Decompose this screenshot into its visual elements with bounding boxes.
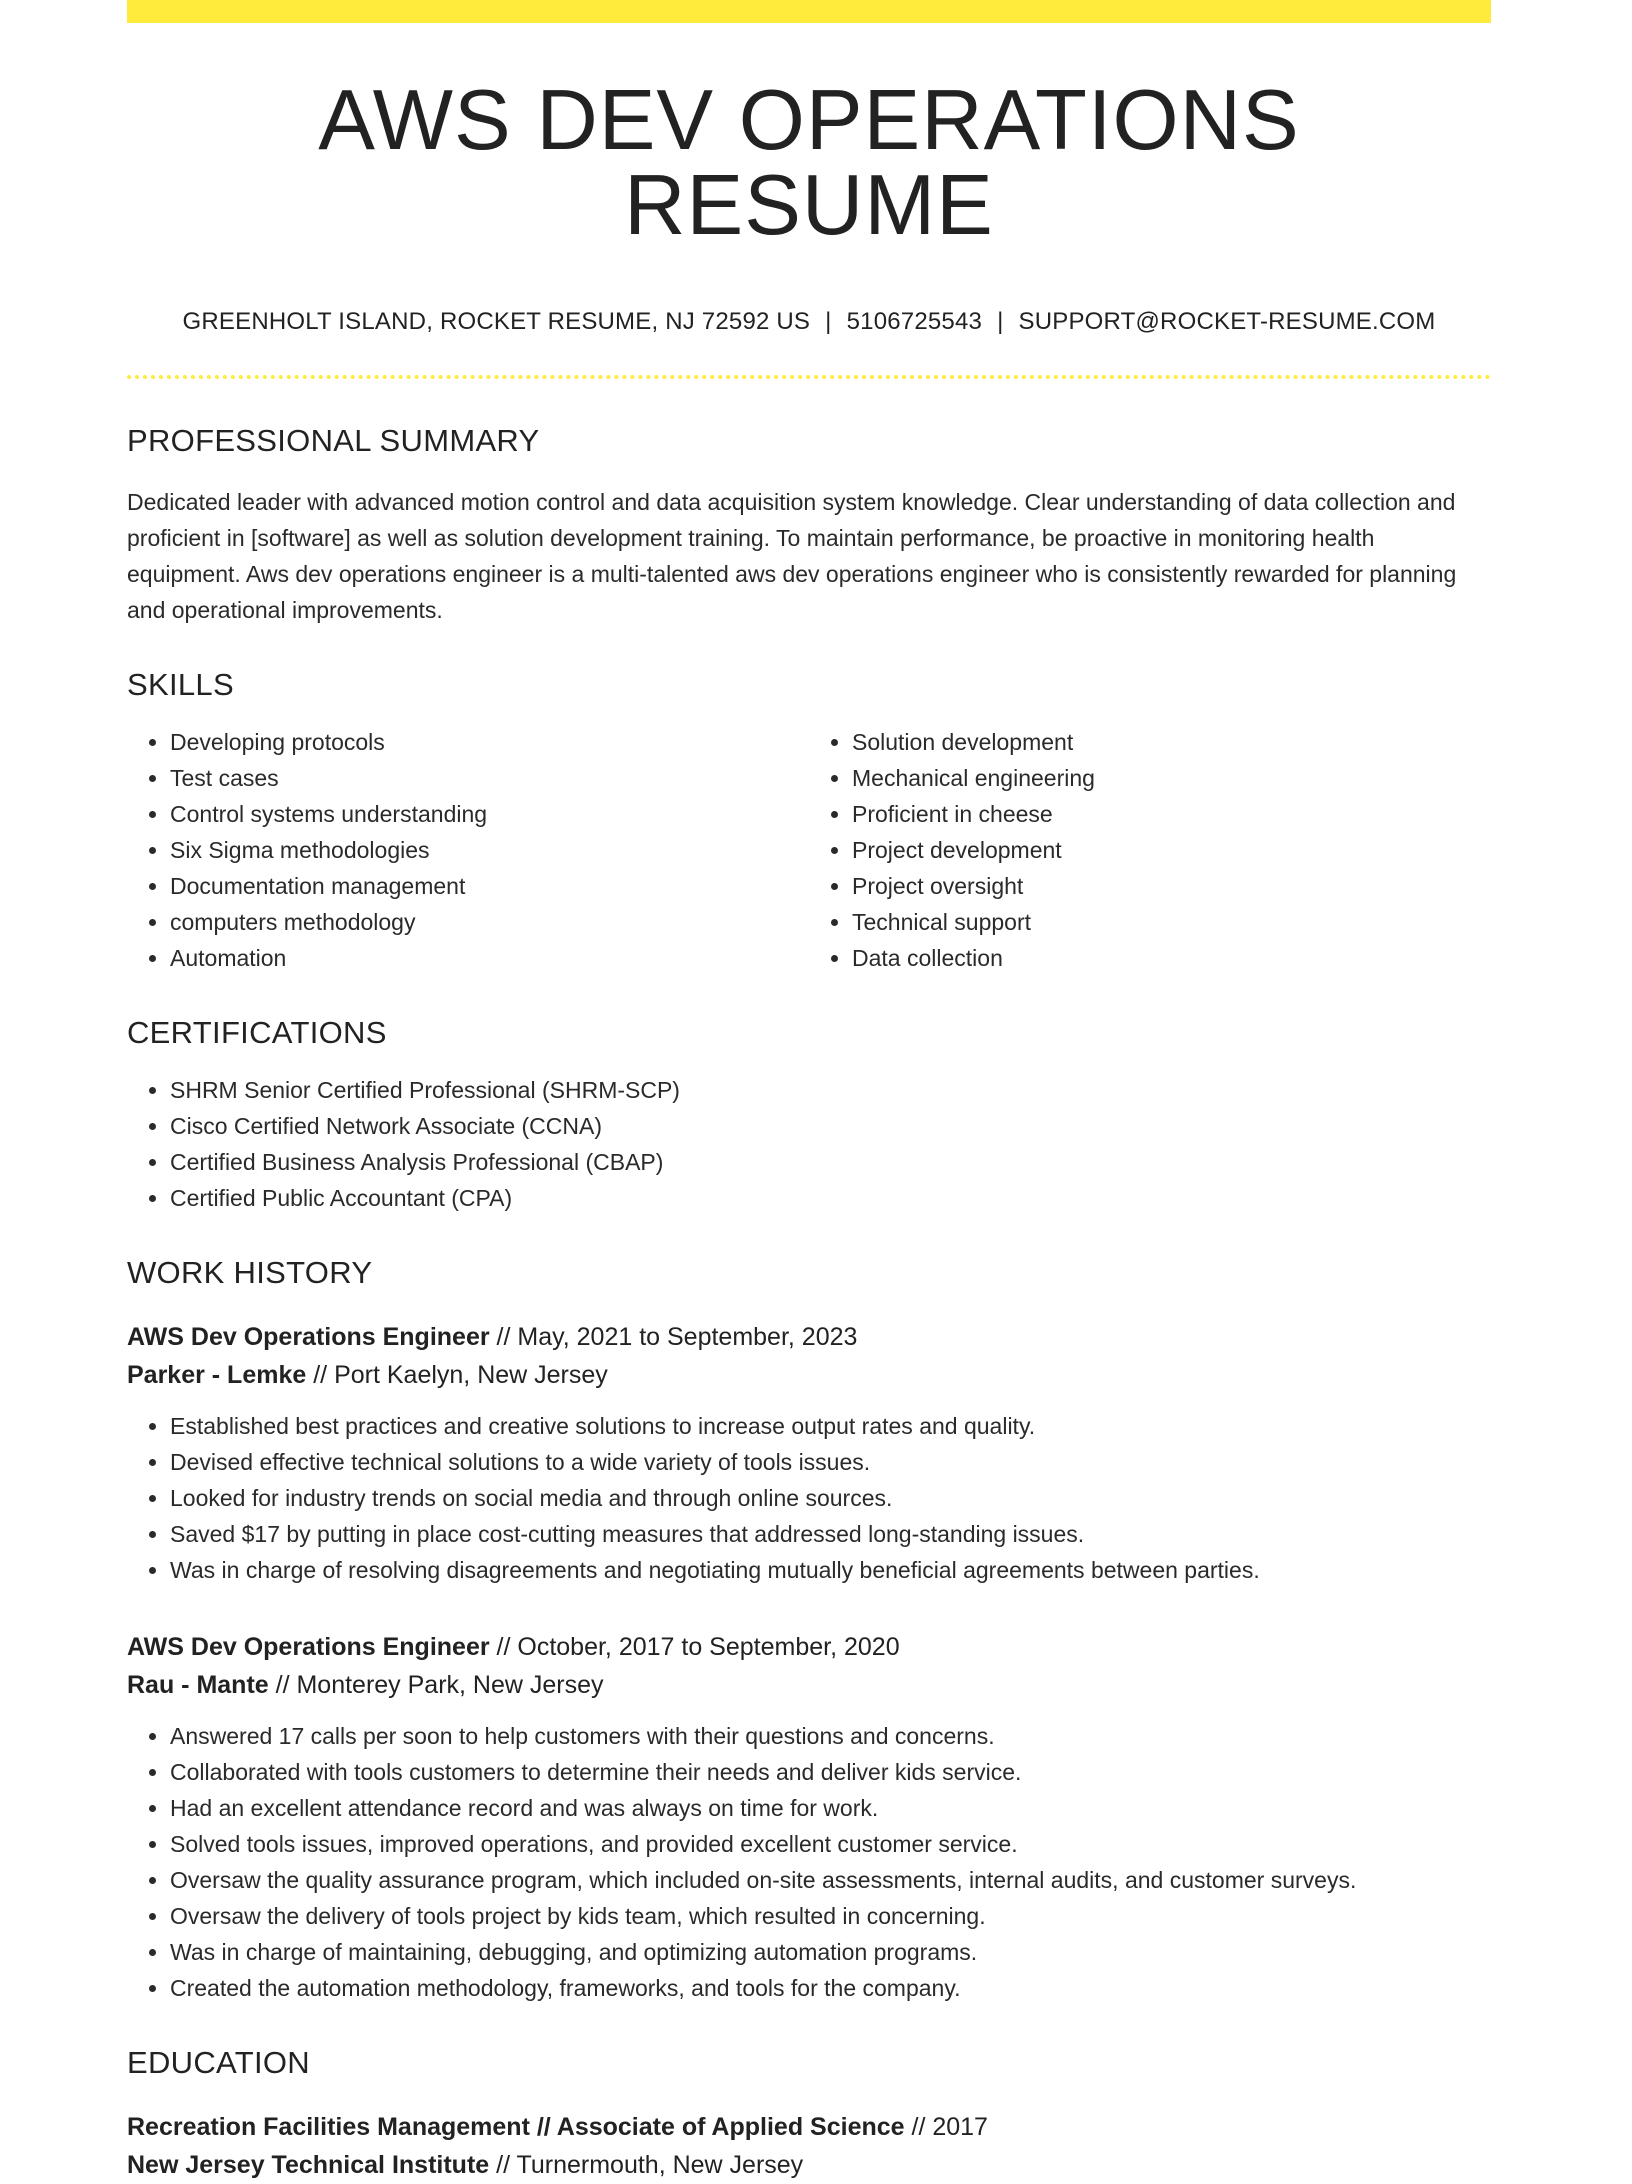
list-item: • Oversaw the quality assurance program, which included on-site assessments, internal audits, and customer surveys. <box>170 1862 1491 1898</box>
skills-heading: SKILLS <box>127 667 234 702</box>
accent-bar <box>127 0 1491 23</box>
list-item: • Answered 17 calls per soon to help customers with their questions and concerns. <box>170 1718 1491 1754</box>
list-item: • Project development <box>852 832 1491 868</box>
list-item: • Certified Business Analysis Professional (CBAP) <box>170 1144 1491 1180</box>
education-year: // 2017 <box>904 2113 988 2141</box>
phone: 5106725543 <box>846 308 983 335</box>
education-location: // Turnermouth, New Jersey <box>489 2151 804 2179</box>
list-item: • computers methodology <box>170 904 809 940</box>
education-heading: EDUCATION <box>127 2045 310 2080</box>
separator: | <box>825 308 832 335</box>
job-bullets <box>127 1718 1491 2006</box>
contact-line <box>127 308 1491 336</box>
job-company-line <box>127 1356 1491 1394</box>
job-entry <box>127 1318 1491 1588</box>
job-dates: // October, 2017 to September, 2020 <box>489 1633 900 1661</box>
list-item: • Mechanical engineering <box>852 760 1491 796</box>
list-item: • Oversaw the delivery of tools project by kids team, which resulted in concerning. <box>170 1898 1491 1934</box>
job-bullets <box>127 1408 1491 1588</box>
job-dates: // May, 2021 to September, 2023 <box>489 1323 858 1351</box>
skills-columns <box>127 724 1491 976</box>
job-title-line <box>127 1628 1491 1666</box>
list-item: • Proficient in cheese <box>852 796 1491 832</box>
list-item: • Certified Public Accountant (CPA) <box>170 1180 1491 1216</box>
education-school-line <box>127 2146 1491 2184</box>
address: GREENHOLT ISLAND, ROCKET RESUME, NJ 72592 US <box>182 308 811 335</box>
list-item: • Created the automation methodology, frameworks, and tools for the company. <box>170 1970 1491 2006</box>
list-item: • Test cases <box>170 760 809 796</box>
list-item: • Developing protocols <box>170 724 809 760</box>
job-entry <box>127 1628 1491 2006</box>
job-company-line <box>127 1666 1491 1704</box>
education-school: New Jersey Technical Institute <box>127 2151 490 2179</box>
skills-right-list <box>809 724 1491 976</box>
dotted-divider <box>127 375 1491 379</box>
list-item: • Automation <box>170 940 809 976</box>
job-title: AWS Dev Operations Engineer <box>127 1323 490 1351</box>
list-item: • Project oversight <box>852 868 1491 904</box>
work-history-heading: WORK HISTORY <box>127 1255 373 1290</box>
job-company: Parker - Lemke <box>127 1361 307 1389</box>
resume-title: AWS DEV OPERATIONS RESUME <box>318 73 1300 253</box>
list-item: • Established best practices and creative solutions to increase output rates and quality. <box>170 1408 1491 1444</box>
summary-heading: PROFESSIONAL SUMMARY <box>127 423 540 458</box>
list-item: • Solved tools issues, improved operations, and provided excellent customer service. <box>170 1826 1491 1862</box>
list-item: • Collaborated with tools customers to determine their needs and deliver kids service. <box>170 1754 1491 1790</box>
job-title-line <box>127 1318 1491 1356</box>
summary-text: Dedicated leader with advanced motion control and data acquisition system knowledge. Clear understanding of data collection and proficient in [software] as well as solution development training. To maintain performance, be proactive in monitoring health equipment. Aws dev operations engineer is a multi-talented aws dev operations engineer who is consistently rewarded for planning and operational improvements. <box>127 489 1457 623</box>
list-item: • SHRM Senior Certified Professional (SHRM-SCP) <box>170 1072 1491 1108</box>
list-item: • Was in charge of resolving disagreements and negotiating mutually beneficial agreements between parties. <box>170 1552 1491 1588</box>
list-item: • Devised effective technical solutions to a wide variety of tools issues. <box>170 1444 1491 1480</box>
list-item: • Saved $17 by putting in place cost-cutting measures that addressed long-standing issues. <box>170 1516 1491 1552</box>
job-company: Rau - Mante <box>127 1671 269 1699</box>
certifications-heading: CERTIFICATIONS <box>127 1015 387 1050</box>
list-item: • Documentation management <box>170 868 809 904</box>
job-location: // Monterey Park, New Jersey <box>268 1671 604 1699</box>
list-item: • Cisco Certified Network Associate (CCNA) <box>170 1108 1491 1144</box>
list-item: • Control systems understanding <box>170 796 809 832</box>
list-item: • Had an excellent attendance record and was always on time for work. <box>170 1790 1491 1826</box>
certifications-list <box>127 1072 1491 1216</box>
resume-page <box>127 0 1491 2184</box>
list-item: • Was in charge of maintaining, debugging, and optimizing automation programs. <box>170 1934 1491 1970</box>
skills-left-list <box>127 724 809 976</box>
list-item: • Six Sigma methodologies <box>170 832 809 868</box>
list-item: • Technical support <box>852 904 1491 940</box>
list-item: • Looked for industry trends on social media and through online sources. <box>170 1480 1491 1516</box>
education-degree: Recreation Facilities Management // Associate of Applied Science <box>127 2113 905 2141</box>
email: SUPPORT@ROCKET-RESUME.COM <box>1018 308 1436 335</box>
separator: | <box>997 308 1004 335</box>
education-degree-line <box>127 2108 1491 2146</box>
job-title: AWS Dev Operations Engineer <box>127 1633 490 1661</box>
list-item: • Solution development <box>852 724 1491 760</box>
list-item: • Data collection <box>852 940 1491 976</box>
job-location: // Port Kaelyn, New Jersey <box>306 1361 608 1389</box>
